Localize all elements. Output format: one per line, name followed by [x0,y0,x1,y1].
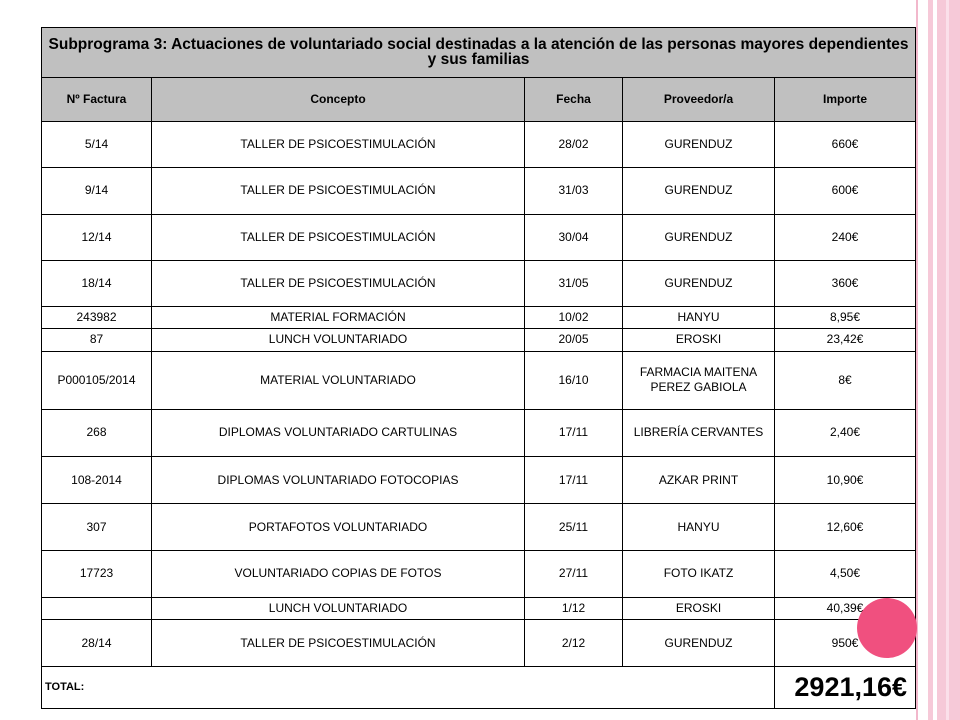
cell-importe: 8,95€ [775,307,916,329]
cell-proveedor: GURENDUZ [623,121,775,167]
cell-factura: P000105/2014 [42,351,152,409]
cell-importe: 23,42€ [775,329,916,351]
table-row [42,329,916,351]
cell-factura: 17723 [42,550,152,597]
table-row [42,168,916,214]
cell-factura [42,598,152,620]
cell-importe: 950€ [775,620,916,666]
column-header-fecha: Fecha [525,77,623,121]
cell-fecha: 27/11 [525,550,623,597]
cell-factura: 12/14 [42,214,152,260]
cell-proveedor: GURENDUZ [623,260,775,306]
cell-proveedor: AZKAR PRINT [623,456,775,503]
cell-proveedor: FARMACIA MAITENA PEREZ GABIOLA [623,351,775,409]
total-label: TOTAL: [42,666,775,708]
cell-fecha: 16/10 [525,351,623,409]
cell-importe: 600€ [775,168,916,214]
column-header-proveedor: Proveedor/a [623,77,775,121]
decorative-pink-dot [857,598,917,658]
cell-factura: 243982 [42,307,152,329]
cell-fecha: 20/05 [525,329,623,351]
cell-concepto: DIPLOMAS VOLUNTARIADO CARTULINAS [152,409,525,456]
cell-proveedor: HANYU [623,504,775,550]
cell-concepto: MATERIAL FORMACIÓN [152,307,525,329]
total-value: 2921,16€ [775,666,916,708]
cell-importe: 4,50€ [775,550,916,597]
column-header-factura: Nº Factura [42,77,152,121]
cell-factura: 268 [42,409,152,456]
cell-fecha: 17/11 [525,409,623,456]
cell-concepto: TALLER DE PSICOESTIMULACIÓN [152,214,525,260]
cell-importe: 360€ [775,260,916,306]
cell-importe: 2,40€ [775,409,916,456]
cell-factura: 108-2014 [42,456,152,503]
decorative-border-stripe [946,0,949,720]
cell-concepto: VOLUNTARIADO COPIAS DE FOTOS [152,550,525,597]
cell-proveedor: GURENDUZ [623,168,775,214]
cell-proveedor: EROSKI [623,329,775,351]
decorative-border-stripe [933,0,937,720]
cell-concepto: DIPLOMAS VOLUNTARIADO FOTOCOPIAS [152,456,525,503]
cell-factura: 307 [42,504,152,550]
column-header-concepto: Concepto [152,77,525,121]
table-row [42,504,916,550]
cell-fecha: 31/03 [525,168,623,214]
table-header-row [42,77,916,121]
cell-proveedor: FOTO IKATZ [623,550,775,597]
cell-importe: 10,90€ [775,456,916,503]
cell-factura: 87 [42,329,152,351]
cell-factura: 28/14 [42,620,152,666]
cell-fecha: 25/11 [525,504,623,550]
cell-concepto: TALLER DE PSICOESTIMULACIÓN [152,121,525,167]
cell-concepto: TALLER DE PSICOESTIMULACIÓN [152,260,525,306]
cell-concepto: PORTAFOTOS VOLUNTARIADO [152,504,525,550]
table-row [42,456,916,503]
invoice-table [41,27,916,709]
table-title: Subprograma 3: Actuaciones de voluntariado social destinadas a la atención de las personas mayores dependientes y sus familias [42,28,916,78]
cell-concepto: TALLER DE PSICOESTIMULACIÓN [152,168,525,214]
cell-importe: 40,39€ [775,598,916,620]
cell-fecha: 17/11 [525,456,623,503]
decorative-border-line [916,0,918,720]
cell-proveedor: EROSKI [623,598,775,620]
cell-proveedor: GURENDUZ [623,620,775,666]
cell-concepto: MATERIAL VOLUNTARIADO [152,351,525,409]
cell-fecha: 31/05 [525,260,623,306]
cell-importe: 660€ [775,121,916,167]
cell-fecha: 1/12 [525,598,623,620]
table-row [42,550,916,597]
cell-concepto: LUNCH VOLUNTARIADO [152,598,525,620]
table-row [42,260,916,306]
cell-concepto: LUNCH VOLUNTARIADO [152,329,525,351]
cell-fecha: 30/04 [525,214,623,260]
cell-concepto: TALLER DE PSICOESTIMULACIÓN [152,620,525,666]
cell-fecha: 28/02 [525,121,623,167]
table-row [42,121,916,167]
cell-fecha: 2/12 [525,620,623,666]
cell-factura: 5/14 [42,121,152,167]
cell-proveedor: HANYU [623,307,775,329]
cell-proveedor: LIBRERÍA CERVANTES [623,409,775,456]
column-header-importe: Importe [775,77,916,121]
table-row [42,351,916,409]
table-row [42,598,916,620]
table-row [42,409,916,456]
table-row [42,307,916,329]
total-row [42,666,916,708]
table-title-row [42,28,916,78]
table-row [42,214,916,260]
cell-importe: 240€ [775,214,916,260]
cell-proveedor: GURENDUZ [623,214,775,260]
cell-importe: 8€ [775,351,916,409]
cell-factura: 18/14 [42,260,152,306]
cell-factura: 9/14 [42,168,152,214]
table-row [42,620,916,666]
cell-importe: 12,60€ [775,504,916,550]
cell-fecha: 10/02 [525,307,623,329]
